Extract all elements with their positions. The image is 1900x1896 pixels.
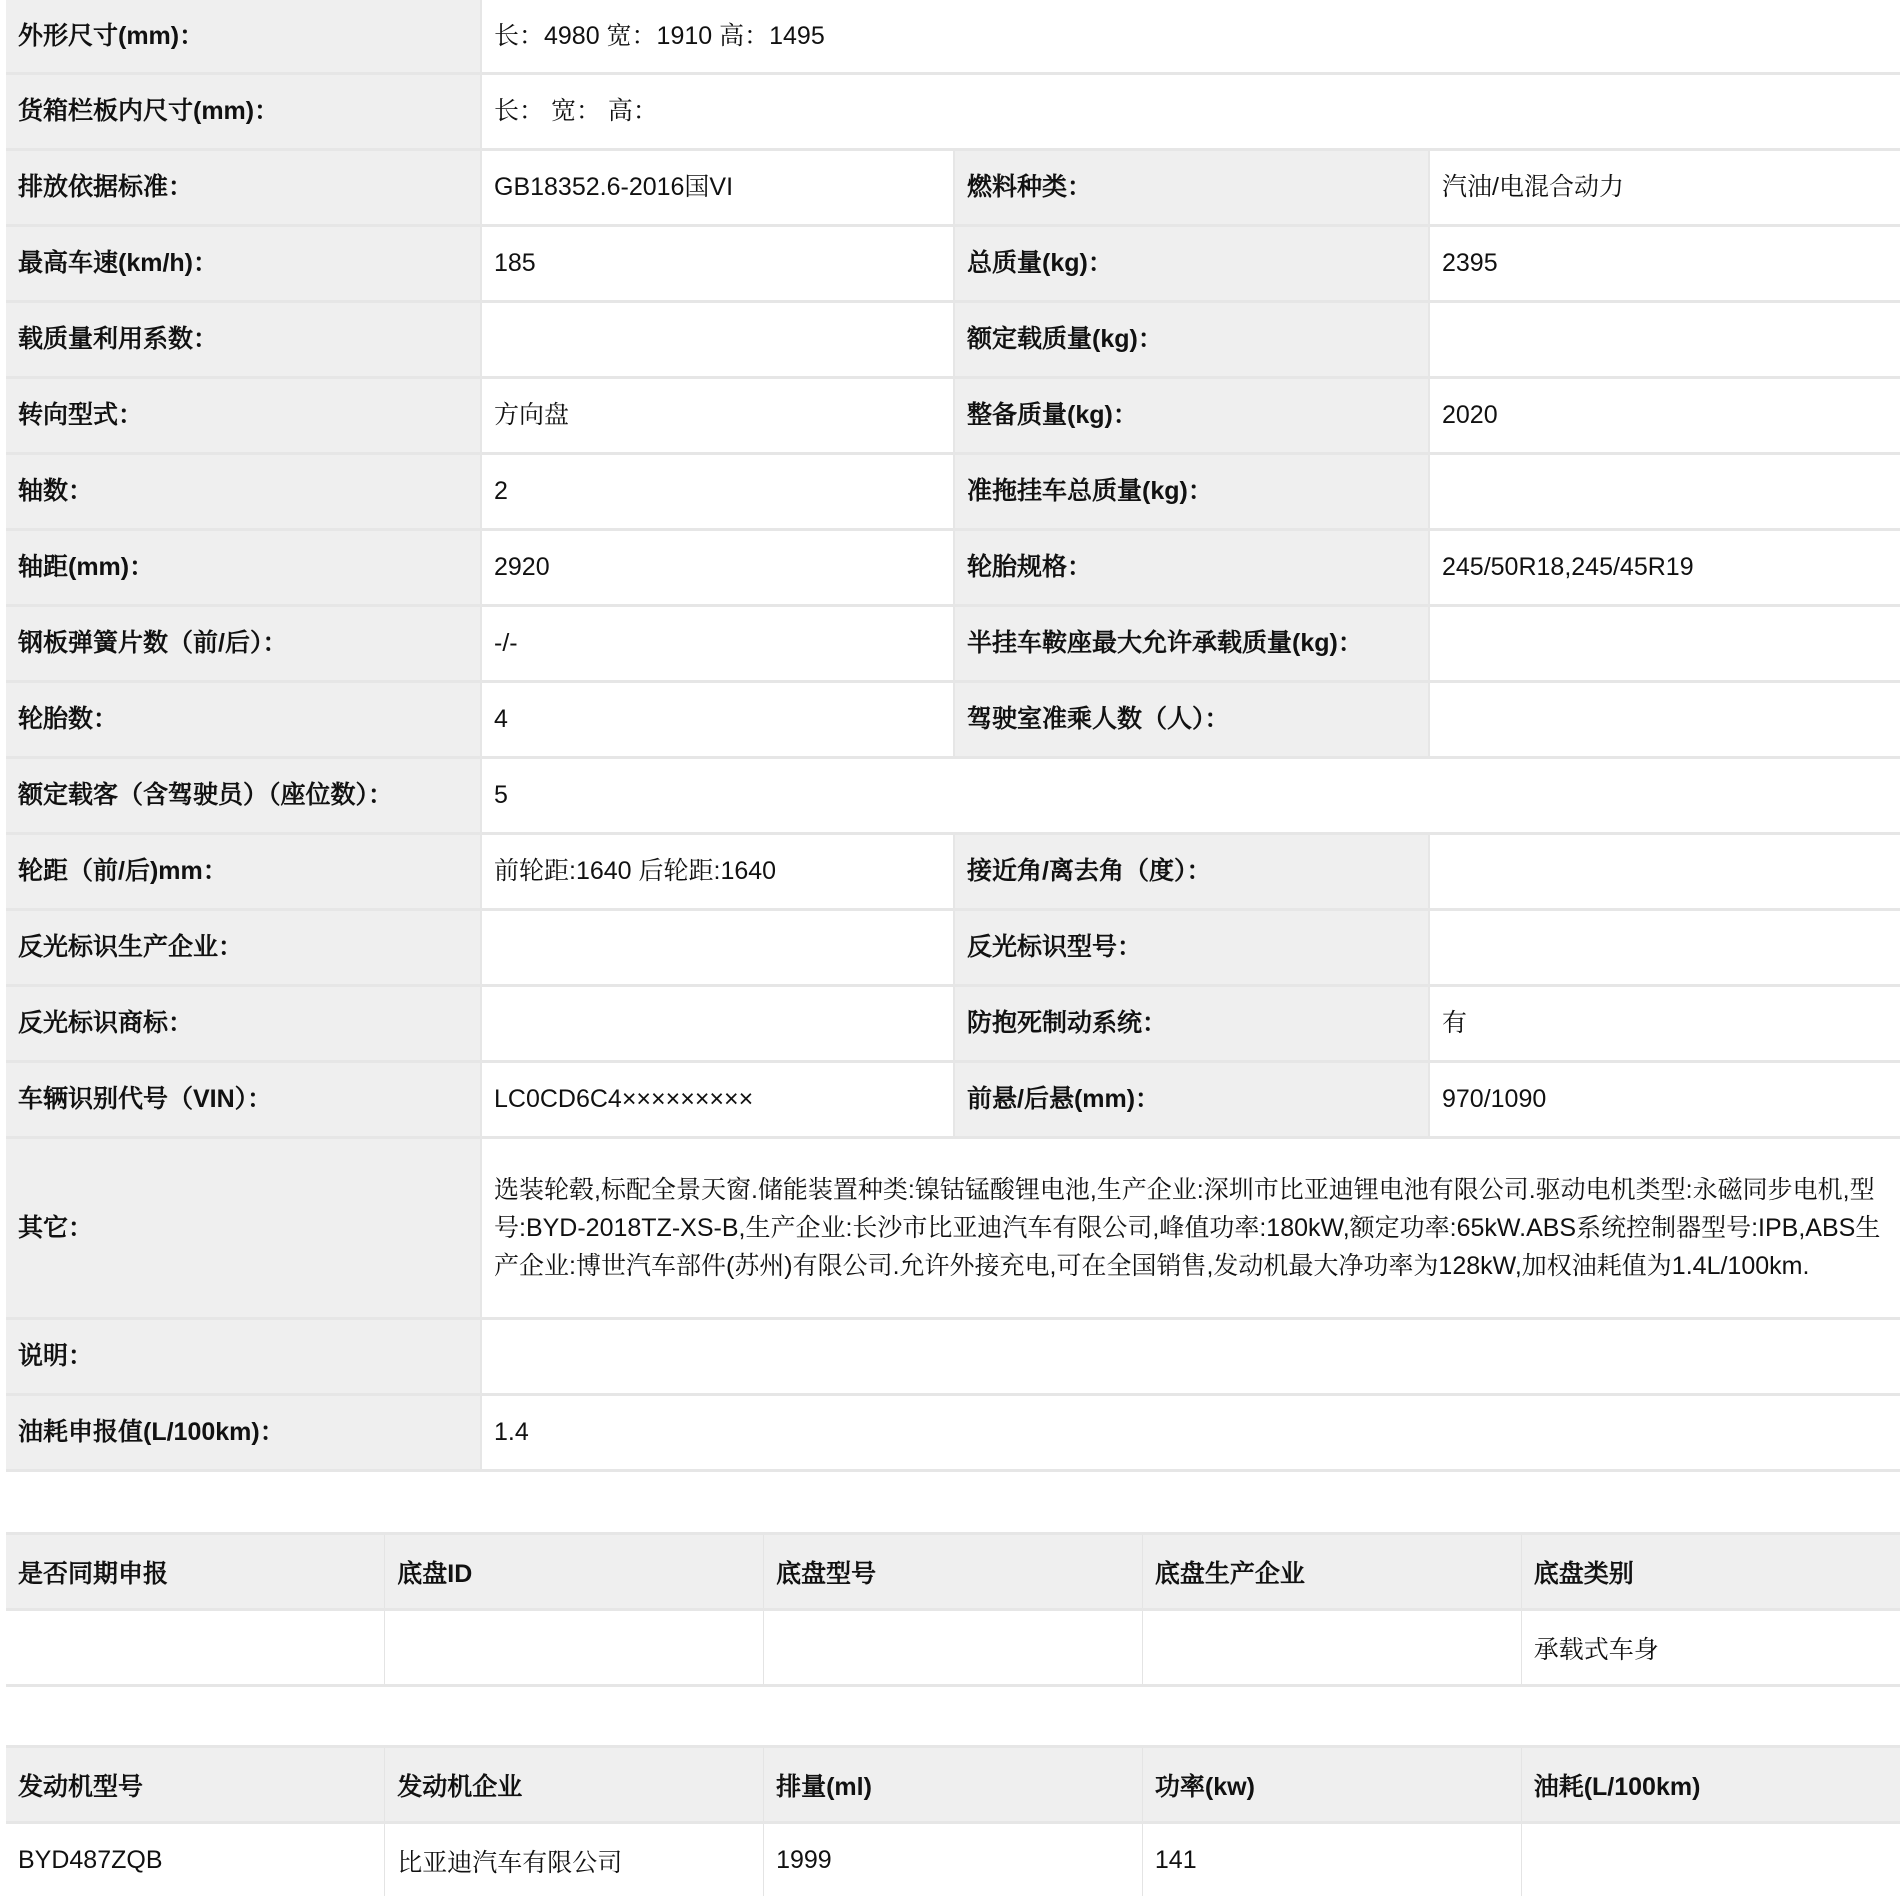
value-cab-occupants: [1429, 681, 1900, 757]
label-saddle-load: 半挂车鞍座最大允许承载质量(kg)：: [954, 605, 1429, 681]
value-total-mass: 2395: [1429, 225, 1900, 301]
value-track: 前轮距:1640 后轮距:1640: [481, 833, 954, 909]
value-reflector-maker: [481, 909, 954, 985]
cell-chassis-id: [385, 1610, 764, 1686]
vehicle-spec-table: [6, 0, 1900, 1472]
label-axles: 轴数：: [6, 453, 481, 529]
engine-table: [6, 1745, 1900, 1896]
label-max-speed: 最高车速(km/h)：: [6, 225, 481, 301]
spec-row: [6, 833, 1900, 909]
label-vin: 车辆识别代号（VIN）：: [6, 1061, 481, 1137]
col-header-chassis-maker: 底盘生产企业: [1142, 1534, 1521, 1610]
label-tire-spec: 轮胎规格：: [954, 529, 1429, 605]
label-approach-angle: 接近角/离去角（度）：: [954, 833, 1429, 909]
spec-row: [6, 909, 1900, 985]
value-seats: 5: [481, 757, 1900, 833]
spec-row: [6, 529, 1900, 605]
label-trailer-mass: 准拖挂车总质量(kg)：: [954, 453, 1429, 529]
value-tire-spec: 245/50R18,245/45R19: [1429, 529, 1900, 605]
value-notes: [481, 1318, 1900, 1394]
col-header-chassis-id: 底盘ID: [385, 1534, 764, 1610]
spec-row: [6, 681, 1900, 757]
label-notes: 说明：: [6, 1318, 481, 1394]
value-fuel-type: 汽油/电混合动力: [1429, 149, 1900, 225]
value-other: 选装轮毂,标配全景天窗.储能装置种类:镍钴锰酸锂电池,生产企业:深圳市比亚迪锂电池有限公司.驱动电机类型:永磁同步电机,型号:BYD-2018TZ-XS-B,生产企业:长沙市比亚迪汽车有限公司,峰值功率:180kW,额定功率:65kW.ABS系统控制器型号:IPB,ABS生产企业:博世汽车部件(苏州)有限公司.允许外接充电,可在全国销售,发动机最大净功率为128kW,加权油耗值为1.4L/100km.: [481, 1137, 1900, 1318]
label-leaf-springs: 钢板弹簧片数（前/后）：: [6, 605, 481, 681]
col-header-simultaneous: 是否同期申报: [6, 1534, 385, 1610]
cell-fuel: [1521, 1823, 1900, 1896]
value-overhang: 970/1090: [1429, 1061, 1900, 1137]
spec-row: [6, 149, 1900, 225]
cell-chassis-type: 承载式车身: [1521, 1610, 1900, 1686]
value-tire-count: 4: [481, 681, 954, 757]
label-track: 轮距（前/后)mm：: [6, 833, 481, 909]
col-header-power: 功率(kw): [1142, 1747, 1521, 1823]
value-wheelbase: 2920: [481, 529, 954, 605]
value-abs: 有: [1429, 985, 1900, 1061]
label-tire-count: 轮胎数：: [6, 681, 481, 757]
label-cab-occupants: 驾驶室准乘人数（人）：: [954, 681, 1429, 757]
spec-row-fuel-consumption: [6, 1394, 1900, 1470]
value-cargo-dimensions: 长： 宽： 高：: [481, 73, 1900, 149]
cell-chassis-maker: [1142, 1610, 1521, 1686]
value-rated-load: [1429, 301, 1900, 377]
value-axles: 2: [481, 453, 954, 529]
spec-row-notes: [6, 1318, 1900, 1394]
col-header-chassis-type: 底盘类别: [1521, 1534, 1900, 1610]
label-reflector-brand: 反光标识商标：: [6, 985, 481, 1061]
value-trailer-mass: [1429, 453, 1900, 529]
col-header-engine-model: 发动机型号: [6, 1747, 385, 1823]
label-overhang: 前悬/后悬(mm)：: [954, 1061, 1429, 1137]
cell-simultaneous: [6, 1610, 385, 1686]
cell-power: 141: [1142, 1823, 1521, 1896]
chassis-table: [6, 1532, 1900, 1687]
spec-row: [6, 453, 1900, 529]
spec-row: [6, 1061, 1900, 1137]
value-steering: 方向盘: [481, 377, 954, 453]
table-row: [6, 1823, 1900, 1896]
label-wheelbase: 轴距(mm)：: [6, 529, 481, 605]
value-approach-angle: [1429, 833, 1900, 909]
value-max-speed: 185: [481, 225, 954, 301]
label-fuel-consumption: 油耗申报值(L/100km)：: [6, 1394, 481, 1470]
value-saddle-load: [1429, 605, 1900, 681]
label-curb-mass: 整备质量(kg)：: [954, 377, 1429, 453]
engine-header-row: [6, 1747, 1900, 1823]
chassis-header-row: [6, 1534, 1900, 1610]
cell-engine-maker: 比亚迪汽车有限公司: [385, 1823, 764, 1896]
spec-row-seats: [6, 757, 1900, 833]
value-dimensions: 长：4980 宽：1910 高：1495: [481, 0, 1900, 73]
cell-chassis-model: [764, 1610, 1143, 1686]
label-emission-standard: 排放依据标准：: [6, 149, 481, 225]
spec-row: [6, 605, 1900, 681]
label-other: 其它：: [6, 1137, 481, 1318]
value-curb-mass: 2020: [1429, 377, 1900, 453]
label-reflector-model: 反光标识型号：: [954, 909, 1429, 985]
spec-row-other: [6, 1137, 1900, 1318]
label-steering: 转向型式：: [6, 377, 481, 453]
spec-row: [6, 301, 1900, 377]
value-reflector-brand: [481, 985, 954, 1061]
spec-row: [6, 377, 1900, 453]
col-header-displacement: 排量(ml): [764, 1747, 1143, 1823]
value-reflector-model: [1429, 909, 1900, 985]
label-reflector-maker: 反光标识生产企业：: [6, 909, 481, 985]
col-header-engine-maker: 发动机企业: [385, 1747, 764, 1823]
value-leaf-springs: -/-: [481, 605, 954, 681]
label-rated-load: 额定载质量(kg)：: [954, 301, 1429, 377]
spec-row: [6, 985, 1900, 1061]
cell-displacement: 1999: [764, 1823, 1143, 1896]
value-emission-standard: GB18352.6-2016国VI: [481, 149, 954, 225]
cell-engine-model: BYD487ZQB: [6, 1823, 385, 1896]
label-total-mass: 总质量(kg)：: [954, 225, 1429, 301]
col-header-chassis-model: 底盘型号: [764, 1534, 1143, 1610]
label-dimensions: 外形尺寸(mm)：: [6, 0, 481, 73]
spec-row-cargo-dimensions: [6, 73, 1900, 149]
value-vin: LC0CD6C4×××××××××: [481, 1061, 954, 1137]
label-load-factor: 载质量利用系数：: [6, 301, 481, 377]
col-header-fuel: 油耗(L/100km): [1521, 1747, 1900, 1823]
value-load-factor: [481, 301, 954, 377]
spec-row: [6, 225, 1900, 301]
label-cargo-dimensions: 货箱栏板内尺寸(mm)：: [6, 73, 481, 149]
table-row: [6, 1610, 1900, 1686]
spec-row-dimensions: [6, 0, 1900, 73]
label-fuel-type: 燃料种类：: [954, 149, 1429, 225]
label-seats: 额定载客（含驾驶员）（座位数）：: [6, 757, 481, 833]
value-fuel-consumption: 1.4: [481, 1394, 1900, 1470]
label-abs: 防抱死制动系统：: [954, 985, 1429, 1061]
